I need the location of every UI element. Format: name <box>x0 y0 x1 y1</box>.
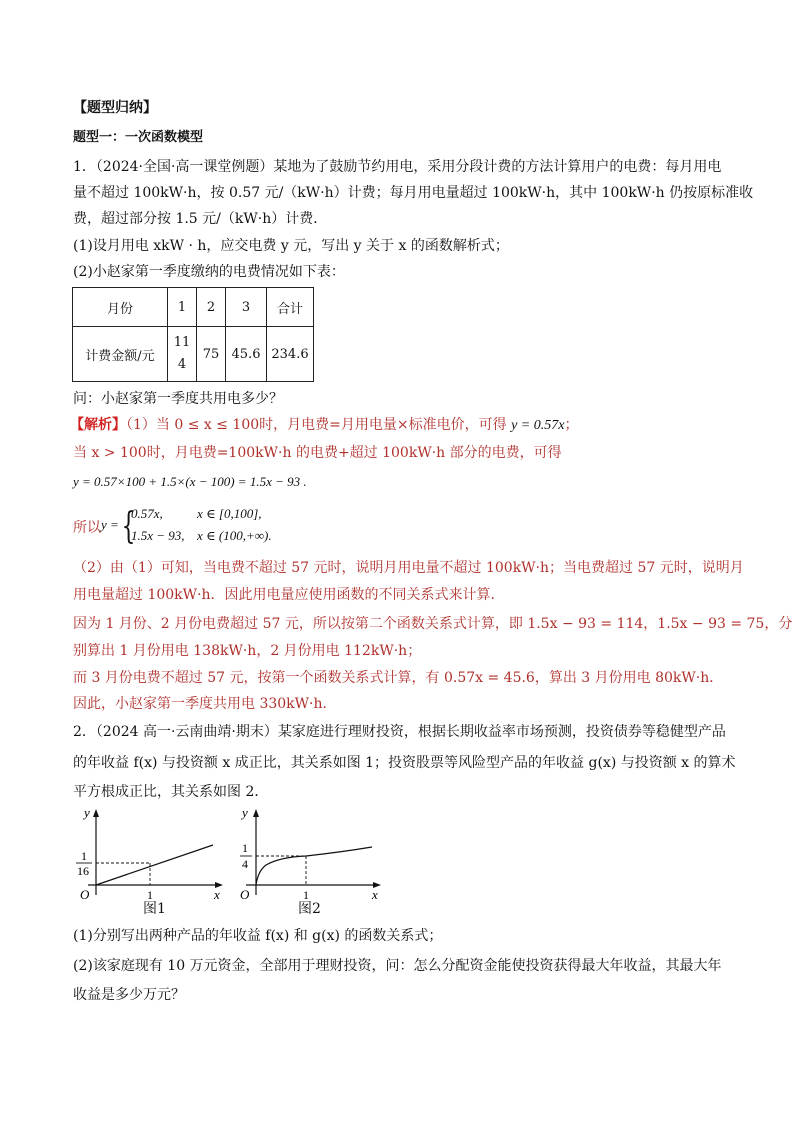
table-header-cell: 合计 <box>267 288 314 327</box>
table-row <box>73 327 314 382</box>
q2-part-2-line-2: 收益是多少万元？ <box>73 987 185 1003</box>
piecewise-y: y = <box>101 517 119 532</box>
y-tick-numerator: 1 <box>242 841 248 855</box>
brace-icon: { <box>121 506 136 547</box>
solution-tag: 【解析】 <box>70 417 126 433</box>
solution-part2-line-6: 因此，小赵家第一季度共用电 330kW·h． <box>73 696 337 712</box>
table-header-cell: 1 <box>168 288 197 327</box>
y-axis-arrow-icon <box>253 809 259 817</box>
table-cell: 45.6 <box>226 327 267 382</box>
table-header-cell: 月份 <box>73 288 168 327</box>
y-tick-denominator: 16 <box>77 864 89 878</box>
table-cell: 75 <box>197 327 226 382</box>
linear-curve <box>96 845 213 885</box>
solution-text: ； <box>564 417 579 433</box>
solution-part2-line-5: 而 3 月份电费不超过 57 元，按第一个函数关系式计算，有 0.57x = 45.6，算出 3 月份用电 80kW·h． <box>73 670 724 686</box>
origin-label: O <box>80 887 90 900</box>
q2-part-1: (1)分别写出两种产品的年收益 f(x) 和 g(x) 的函数关系式； <box>73 928 443 944</box>
q2-line-3: 平方根成正比，其关系如图 2． <box>73 784 269 800</box>
y-axis-arrow-icon <box>93 809 99 817</box>
case-expression: 1.5x − 93, <box>131 528 185 543</box>
solution-part2-line-2: 用电量超过 100kW·h．因此用电量应使用函数的不同关系式来计算． <box>73 587 505 603</box>
piecewise-prefix: 所以 <box>73 520 101 536</box>
fee-table <box>72 287 314 382</box>
section-title: 【题型归纳】 <box>73 100 157 116</box>
q2-part-2-line-1: (2)该家庭现有 10 万元资金，全部用于理财投资，问：怎么分配资金能使投资获得最大年收益，其最大年 <box>73 958 722 974</box>
table-header-cell: 2 <box>197 288 226 327</box>
topic-heading: 题型一：一次函数模型 <box>73 130 204 145</box>
figure-1-graph <box>68 805 228 900</box>
q1-question: 问：小赵家第一季度共用电多少？ <box>73 391 283 407</box>
table-cell-part: 4 <box>177 357 187 372</box>
solution-formula: y = 0.57×100 + 1.5×(x − 100) = 1.5x − 93 . <box>73 474 307 489</box>
origin-label: O <box>240 887 250 900</box>
q1-part-2: (2)小赵家第一季度缴纳的电费情况如下表： <box>73 264 345 280</box>
table-cell <box>168 327 197 382</box>
case-domain: x ∈ [0,100], <box>197 506 262 521</box>
table-row <box>73 288 314 327</box>
solution-part2-line-3: 因为 1 月份、2 月份电费超过 57 元，所以按第二个函数关系式计算，即 1.5x − 93 = 114，1.5x − 93 = 75，分 <box>73 616 793 632</box>
figure-2-graph <box>232 805 392 900</box>
solution-part2-line-1: （2）由（1）可知，当电费不超过 57 元时，说明月用电量不超过 100kW·h；当电费超过 57 元时，说明月 <box>73 560 744 576</box>
x-tick-label: 1 <box>303 888 309 900</box>
table-row-label: 计费金额/元 <box>73 327 168 382</box>
solution-line-2: 当 x > 100时，月电费=100kW·h 的电费+超过 100kW·h 部分的电费，可得 <box>73 445 562 461</box>
figure-1-caption: 图1 <box>143 901 166 917</box>
solution-line-1 <box>70 415 578 436</box>
q1-line-1: 1．（2024·全国·高一课堂例题）某地为了鼓励节约用电，采用分段计费的方法计算用户的电费：每月用电 <box>73 159 722 175</box>
formula: y = 0.57x <box>511 418 565 433</box>
solution-text: （1）当 0 ≤ x ≤ 100时，月电费=月用电量×标准电价，可得 <box>126 417 507 433</box>
q1-line-3: 费，超过部分按 1.5 元/（kW·h）计费． <box>73 211 328 227</box>
y-tick-denominator: 4 <box>242 857 248 871</box>
q1-part-1: (1)设月用电 xkW · h，应交电费 y 元，写出 y 关于 x 的函数解析式； <box>73 238 509 254</box>
y-tick-numerator: 1 <box>81 849 87 863</box>
y-axis-label: y <box>242 805 248 820</box>
x-axis-label: x <box>214 887 220 900</box>
table-cell-part: 11 <box>173 335 191 350</box>
sqrt-curve <box>256 847 372 885</box>
q2-line-2: 的年收益 f(x) 与投资额 x 成正比，其关系如图 1；投资股票等风险型产品的年收益 g(x) 与投资额 x 的算术 <box>73 755 736 771</box>
table-header-cell: 3 <box>226 288 267 327</box>
table-cell: 234.6 <box>267 327 314 382</box>
q1-line-2: 量不超过 100kW·h，按 0.57 元/（kW·h）计费；每月用电量超过 100kW·h，其中 100kW·h 仍按原标准收 <box>73 185 754 201</box>
case-expression: 0.57x, <box>131 506 163 521</box>
solution-part2-line-4: 别算出 1 月份用电 138kW·h，2 月份用电 112kW·h； <box>73 643 422 659</box>
figure-2-caption: 图2 <box>298 901 321 917</box>
x-axis-label: x <box>372 887 378 900</box>
case-domain: x ∈ (100,+∞). <box>197 528 272 543</box>
x-tick-label: 1 <box>147 888 153 900</box>
q2-line-1: 2．（2024 高一·云南曲靖·期末）某家庭进行理财投资，根据长期收益率市场预测，投资债券等稳健型产品 <box>73 724 726 740</box>
y-axis-label: y <box>84 805 90 820</box>
